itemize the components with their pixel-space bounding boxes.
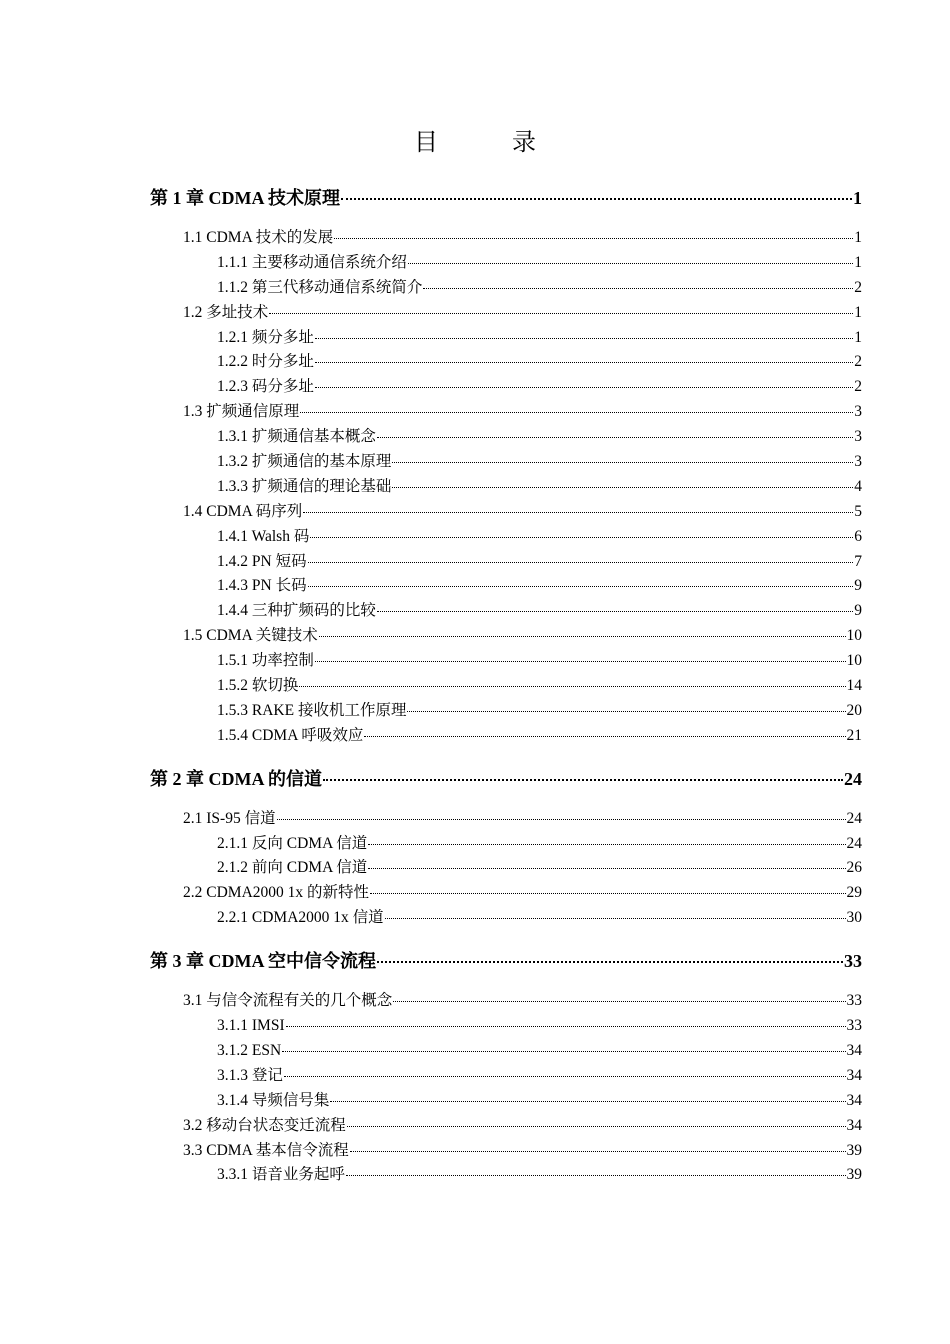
toc-section-entry[interactable]	[150, 500, 862, 525]
toc-leader-dots	[282, 1038, 845, 1052]
toc-entry-page-number: 2	[854, 378, 862, 396]
toc-entry-page-number: 2	[854, 353, 862, 371]
toc-subsection-entry[interactable]	[150, 856, 862, 881]
toc-leader-dots	[407, 698, 845, 712]
toc-leader-dots	[347, 1113, 846, 1127]
toc-entry-page-number: 24	[846, 834, 862, 852]
toc-entry-page-number: 33	[844, 951, 862, 972]
toc-entry-page-number: 7	[854, 552, 862, 570]
toc-entry-page-number: 1	[854, 328, 862, 346]
toc-entry-label: 3.2 移动台状态变迁流程	[183, 1116, 346, 1134]
toc-leader-dots	[350, 1138, 846, 1152]
toc-subsection-entry[interactable]	[150, 1064, 862, 1089]
toc-leader-dots	[368, 831, 845, 845]
toc-leader-dots	[346, 1162, 846, 1176]
toc-leader-dots	[315, 325, 853, 339]
toc-leader-dots	[310, 524, 853, 538]
toc-title	[0, 122, 950, 157]
toc-entry-label: 3.1.3 登记	[217, 1066, 283, 1084]
toc-entry-label: 3.1.2 ESN	[217, 1041, 282, 1059]
toc-chapter-entry[interactable]	[150, 182, 862, 214]
toc-entry-page-number: 34	[846, 1116, 862, 1134]
toc-leader-dots	[377, 424, 853, 438]
toc-entry-label: 1.1 CDMA 技术的发展	[183, 229, 334, 246]
toc-subsection-entry[interactable]	[150, 375, 862, 400]
toc-entry-label: 3.1 与信令流程有关的几个概念	[183, 992, 393, 1010]
toc-entry-label: 1.2.2 时分多址	[217, 353, 314, 371]
toc-chapter-entry[interactable]	[150, 945, 862, 977]
toc-entry-label: 第 1 章 CDMA 技术原理	[150, 188, 340, 208]
toc-leader-dots	[377, 949, 843, 963]
toc-subsection-entry[interactable]	[150, 350, 862, 375]
toc-leader-dots	[364, 723, 845, 737]
toc-title-char-2: 录	[512, 130, 536, 156]
toc-entry-page-number: 10	[846, 627, 862, 645]
toc-entry-page-number: 33	[846, 1017, 862, 1035]
toc-leader-dots	[319, 623, 846, 637]
toc-entry-label: 1.4.4 三种扩频码的比较	[217, 602, 376, 620]
toc-entry-page-number: 10	[846, 652, 862, 670]
toc-entry-label: 2.2.1 CDMA2000 1x 信道	[217, 909, 384, 927]
toc-subsection-entry[interactable]	[150, 525, 862, 550]
toc-entry-page-number: 6	[854, 527, 862, 545]
toc-entry-page-number: 1	[853, 188, 862, 208]
toc-section-entry[interactable]	[150, 1139, 862, 1164]
toc-entry-label: 1.4.2 PN 短码	[217, 552, 307, 570]
toc-entry-label: 3.1.4 导频信号集	[217, 1091, 330, 1109]
toc-section-entry[interactable]	[150, 881, 862, 906]
toc-title-char-1: 目	[414, 130, 438, 156]
toc-leader-dots	[300, 399, 853, 413]
toc-leader-dots	[370, 880, 845, 894]
toc-subsection-entry[interactable]	[150, 674, 862, 699]
toc-subsection-entry[interactable]	[150, 832, 862, 857]
toc-entry-page-number: 39	[846, 1141, 862, 1159]
toc-entry-page-number: 34	[846, 1091, 862, 1109]
toc-entry-label: 第 3 章 CDMA 空中信令流程	[150, 951, 376, 972]
toc-subsection-entry[interactable]	[150, 326, 862, 351]
toc-subsection-entry[interactable]	[150, 599, 862, 624]
toc-entry-label: 2.1.2 前向 CDMA 信道	[217, 859, 368, 877]
toc-entry-page-number: 24	[844, 768, 862, 789]
toc-subsection-entry[interactable]	[150, 906, 862, 931]
toc-entry-label: 2.1.1 反向 CDMA 信道	[217, 834, 368, 852]
toc-entry-page-number: 24	[846, 809, 862, 827]
toc-entry-label: 2.1 IS-95 信道	[183, 809, 276, 827]
toc-leader-dots	[315, 648, 846, 662]
toc-leader-dots	[334, 225, 853, 239]
toc-entry-page-number: 1	[854, 253, 862, 271]
toc-subsection-entry[interactable]	[150, 425, 862, 450]
toc-entry-label: 1.5.2 软切换	[217, 677, 299, 695]
toc-leader-dots	[408, 250, 853, 264]
toc-entry-page-number: 4	[854, 477, 862, 495]
toc-leader-dots	[303, 499, 853, 513]
toc-leader-dots	[392, 449, 853, 463]
toc-leader-dots	[330, 1088, 845, 1102]
toc-section-entry[interactable]	[150, 226, 862, 251]
toc-subsection-entry[interactable]	[150, 1039, 862, 1064]
toc-entry-page-number: 21	[846, 726, 862, 744]
toc-entry-page-number: 26	[846, 859, 862, 877]
toc-entry-label: 1.1.2 第三代移动通信系统简介	[217, 278, 423, 296]
toc-entry-label: 1.2.1 频分多址	[217, 328, 314, 346]
toc-entry-page-number: 39	[846, 1166, 862, 1184]
toc-entry-page-number: 9	[854, 602, 862, 620]
toc-entry-label: 第 2 章 CDMA 的信道	[150, 768, 322, 789]
toc-subsection-entry[interactable]	[150, 574, 862, 599]
toc-subsection-entry[interactable]	[150, 475, 862, 500]
toc-subsection-entry[interactable]	[150, 251, 862, 276]
toc-leader-dots	[284, 1063, 846, 1077]
toc-entry-label: 1.5 CDMA 关键技术	[183, 627, 318, 645]
toc-subsection-entry[interactable]	[150, 1014, 862, 1039]
toc-entry-label: 2.2 CDMA2000 1x 的新特性	[183, 884, 370, 902]
toc-subsection-entry[interactable]	[150, 699, 862, 724]
toc-subsection-entry[interactable]	[150, 550, 862, 575]
toc-entry-label: 1.3.1 扩频通信基本概念	[217, 428, 376, 446]
toc-entry-label: 1.1.1 主要移动通信系统介绍	[217, 253, 407, 271]
toc-leader-dots	[315, 349, 853, 363]
toc-leader-dots	[341, 186, 852, 200]
toc-subsection-entry[interactable]	[150, 649, 862, 674]
toc-entry-page-number: 14	[846, 677, 862, 695]
toc-entry-page-number: 3	[854, 403, 862, 421]
toc-entry-label: 1.4.3 PN 长码	[217, 577, 307, 595]
toc-leader-dots	[393, 988, 845, 1002]
toc-entry-label: 1.5.3 RAKE 接收机工作原理	[217, 701, 407, 719]
toc-entry-page-number: 20	[846, 701, 862, 719]
toc-entry-label: 1.3.3 扩频通信的理论基础	[217, 477, 392, 495]
toc-leader-dots	[286, 1013, 846, 1027]
toc-entry-page-number: 1	[854, 303, 862, 321]
toc-entry-page-number: 1	[854, 229, 862, 246]
toc-entry-page-number: 34	[846, 1066, 862, 1084]
toc-entry-page-number: 29	[846, 884, 862, 902]
toc-section-entry[interactable]	[150, 1114, 862, 1139]
toc-entry-page-number: 3	[854, 428, 862, 446]
toc-section-entry[interactable]	[150, 807, 862, 832]
toc-entry-label: 3.1.1 IMSI	[217, 1017, 285, 1035]
toc-leader-dots	[308, 549, 854, 563]
toc-entry-label: 1.2 多址技术	[183, 303, 269, 321]
table-of-contents	[150, 182, 862, 1188]
toc-entry-label: 1.3.2 扩频通信的基本原理	[217, 453, 392, 471]
toc-chapter-entry[interactable]	[150, 763, 862, 795]
toc-leader-dots	[423, 275, 853, 289]
toc-entry-page-number: 9	[854, 577, 862, 595]
toc-entry-label: 3.3.1 语音业务起呼	[217, 1166, 345, 1184]
toc-subsection-entry[interactable]	[150, 1163, 862, 1188]
toc-section-entry[interactable]	[150, 301, 862, 326]
toc-entry-label: 1.3 扩频通信原理	[183, 403, 300, 421]
toc-section-entry[interactable]	[150, 400, 862, 425]
toc-entry-page-number: 2	[854, 278, 862, 296]
toc-subsection-entry[interactable]	[150, 276, 862, 301]
toc-entry-label: 1.4.1 Walsh 码	[217, 527, 310, 545]
toc-section-entry[interactable]	[150, 989, 862, 1014]
toc-subsection-entry[interactable]	[150, 724, 862, 749]
toc-leader-dots	[323, 767, 843, 781]
toc-entry-label: 1.4 CDMA 码序列	[183, 502, 303, 520]
toc-entry-page-number: 30	[846, 909, 862, 927]
toc-entry-label: 1.5.1 功率控制	[217, 652, 314, 670]
toc-leader-dots	[315, 374, 853, 388]
toc-entry-page-number: 33	[846, 992, 862, 1010]
toc-leader-dots	[385, 905, 846, 919]
toc-section-entry[interactable]	[150, 624, 862, 649]
toc-entry-page-number: 34	[846, 1041, 862, 1059]
toc-leader-dots	[277, 806, 846, 820]
toc-leader-dots	[299, 673, 845, 687]
toc-entry-page-number: 3	[854, 453, 862, 471]
toc-entry-label: 3.3 CDMA 基本信令流程	[183, 1141, 349, 1159]
toc-leader-dots	[269, 300, 853, 314]
toc-subsection-entry[interactable]	[150, 450, 862, 475]
toc-leader-dots	[308, 573, 854, 587]
toc-leader-dots	[392, 474, 853, 488]
toc-leader-dots	[368, 855, 845, 869]
toc-entry-page-number: 5	[854, 502, 862, 520]
toc-leader-dots	[377, 598, 853, 612]
toc-subsection-entry[interactable]	[150, 1089, 862, 1114]
toc-entry-label: 1.2.3 码分多址	[217, 378, 314, 396]
toc-entry-label: 1.5.4 CDMA 呼吸效应	[217, 726, 364, 744]
